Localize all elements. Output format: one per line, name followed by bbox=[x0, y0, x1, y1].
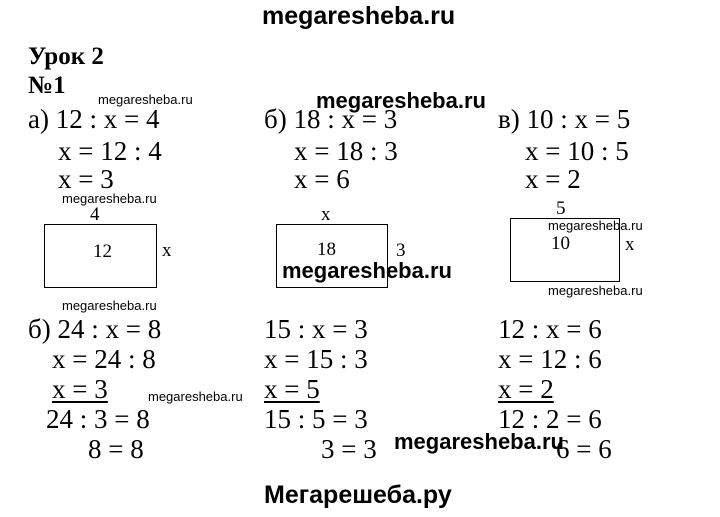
equation-a2-line3: х = 6 bbox=[294, 164, 350, 194]
equation-b2-check: 15 : 5 = 3 bbox=[264, 404, 368, 434]
watermark-small: megaresheba.ru bbox=[62, 298, 157, 313]
equation-b2-line1: 15 : х = 3 bbox=[264, 314, 368, 344]
watermark-small: megaresheba.ru bbox=[548, 283, 643, 298]
equation-b2-answer: х = 5 bbox=[264, 374, 320, 404]
equation-b3-result: 6 = 6 bbox=[556, 434, 612, 464]
equation-b1-line1: б) 24 : х = 8 bbox=[28, 314, 162, 344]
equation-b1-check: 24 : 3 = 8 bbox=[46, 404, 150, 434]
rect3-side-label: х bbox=[625, 234, 635, 255]
rect3-top-label: 5 bbox=[556, 198, 566, 219]
equation-a1-line3: х = 3 bbox=[58, 164, 114, 194]
equation-b2-result: 3 = 3 bbox=[321, 434, 377, 464]
equation-a3-line3: х = 2 bbox=[525, 164, 581, 194]
equation-b3-line1: 12 : х = 6 bbox=[498, 314, 602, 344]
equation-b2-line2: х = 15 : 3 bbox=[264, 344, 368, 374]
equation-a3-line1: в) 10 : х = 5 bbox=[498, 104, 631, 134]
equation-a2-line1: б) 18 : х = 3 bbox=[264, 104, 398, 134]
equation-b1-line2: х = 24 : 8 bbox=[52, 344, 156, 374]
watermark-small: megaresheba.ru bbox=[62, 191, 157, 206]
rect2-side-label: 3 bbox=[396, 240, 406, 261]
watermark-small: megaresheba.ru bbox=[148, 389, 243, 404]
rect1-area: 12 bbox=[93, 241, 112, 262]
rectangle-1 bbox=[44, 224, 157, 288]
watermark-small: megaresheba.ru bbox=[548, 218, 643, 233]
rect1-top-label: 4 bbox=[90, 204, 100, 225]
watermark-bold: megaresheba.ru bbox=[282, 258, 452, 283]
equation-a1-line2: х = 12 : 4 bbox=[58, 136, 162, 166]
equation-b3-answer: х = 2 bbox=[498, 374, 554, 404]
rect3-area: 10 bbox=[551, 233, 570, 254]
watermark-small: megaresheba.ru bbox=[98, 92, 193, 107]
footer-watermark: Мегарешеба.ру bbox=[264, 481, 452, 509]
equation-a3-line2: х = 10 : 5 bbox=[525, 136, 629, 166]
watermark-bold: megaresheba.ru bbox=[316, 88, 486, 113]
equation-a2-line2: х = 18 : 3 bbox=[294, 136, 398, 166]
equation-b3-check: 12 : 2 = 6 bbox=[498, 404, 602, 434]
rect2-top-label: х bbox=[321, 204, 331, 225]
rect1-side-label: х bbox=[162, 240, 172, 261]
equation-b1-answer: х = 3 bbox=[52, 374, 108, 404]
rect2-area: 18 bbox=[317, 239, 336, 260]
lesson-title: Урок 2 bbox=[28, 43, 104, 70]
watermark-bold: megaresheba.ru bbox=[394, 429, 564, 454]
equation-a1-line1: а) 12 : х = 4 bbox=[28, 104, 160, 134]
equation-b1-result: 8 = 8 bbox=[88, 434, 144, 464]
task-number: №1 bbox=[28, 72, 66, 99]
watermark-top: megaresheba.ru bbox=[262, 2, 456, 30]
equation-b3-line2: х = 12 : 6 bbox=[498, 344, 602, 374]
